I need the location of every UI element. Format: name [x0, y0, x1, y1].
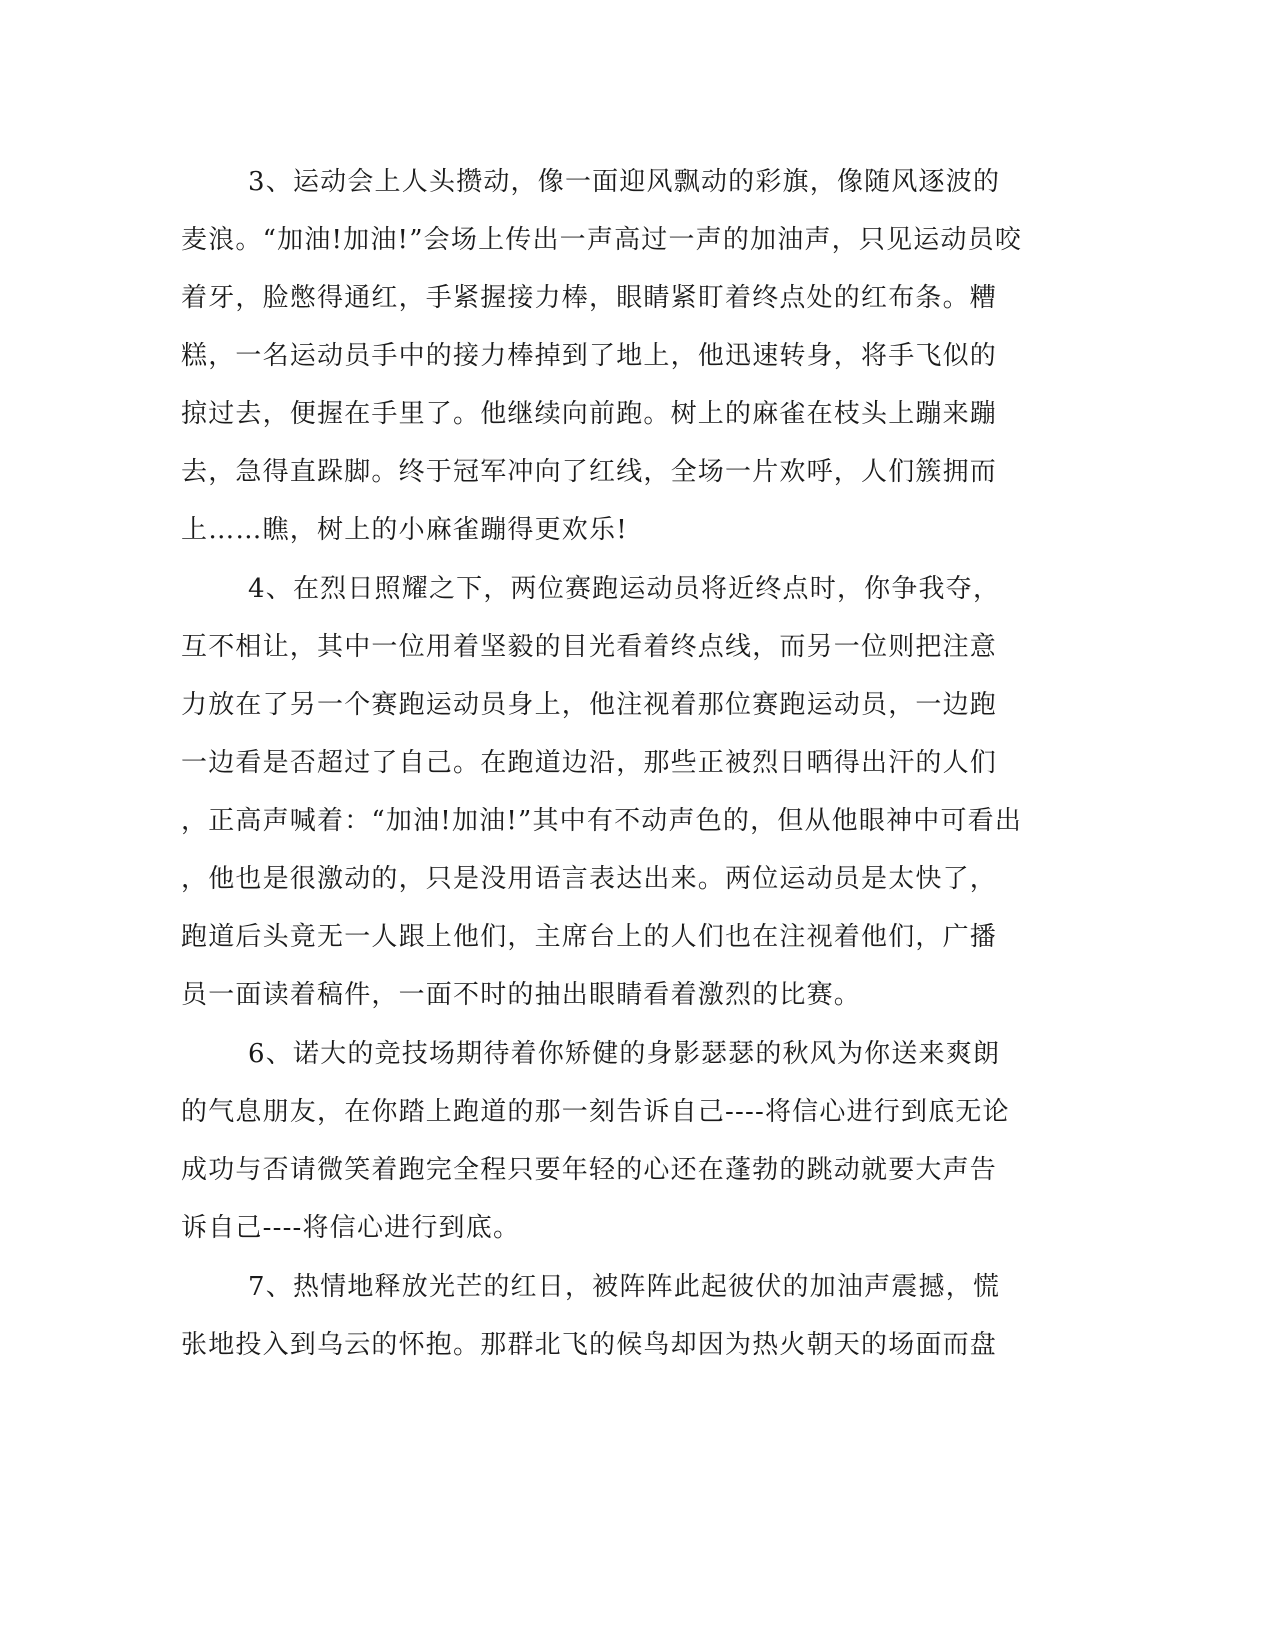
text-line: 力放在了另一个赛跑运动员身上，他注视着那位赛跑运动员，一边跑 — [181, 690, 998, 720]
text-line: 的气息朋友，在你踏上跑道的那一刻告诉自己----将信心进行到底无论 — [181, 1097, 1010, 1127]
text-line: 去，急得直跺脚。终于冠军冲向了红线，全场一片欢呼，人们簇拥而 — [181, 457, 998, 487]
text-line: 诉自己----将信心进行到底。 — [181, 1213, 521, 1243]
text-line: ，正高声喊着：“加油!加油!”其中有不动声色的，但从他眼神中可看出 — [181, 806, 1023, 836]
text-line: 4、在烈日照耀之下，两位赛跑运动员将近终点时，你争我夺， — [248, 574, 1001, 604]
text-line: 互不相让，其中一位用着坚毅的目光看着终点线，而另一位则把注意 — [181, 632, 998, 662]
text-line: 糕，一名运动员手中的接力棒掉到了地上，他迅速转身，将手飞似的 — [181, 341, 998, 371]
text-line: 掠过去，便握在手里了。他继续向前跑。树上的麻雀在枝头上蹦来蹦 — [181, 399, 998, 429]
text-line: 6、诺大的竞技场期待着你矫健的身影瑟瑟的秋风为你送来爽朗 — [248, 1039, 1001, 1069]
text-line: 张地投入到乌云的怀抱。那群北飞的候鸟却因为热火朝天的场面而盘 — [181, 1330, 998, 1360]
text-line: 着牙，脸憋得通红，手紧握接力棒，眼睛紧盯着终点处的红布条。糟 — [181, 283, 998, 313]
text-line: 一边看是否超过了自己。在跑道边沿，那些正被烈日晒得出汗的人们 — [181, 748, 998, 778]
text-line: 上……瞧，树上的小麻雀蹦得更欢乐! — [181, 515, 628, 545]
text-line: ，他也是很激动的，只是没用语言表达出来。两位运动员是太快了， — [181, 864, 998, 894]
text-line: 员一面读着稿件，一面不时的抽出眼睛看着激烈的比赛。 — [181, 980, 862, 1010]
text-line: 3、运动会上人头攒动，像一面迎风飘动的彩旗，像随风逐波的 — [248, 167, 1001, 197]
text-line: 跑道后头竟无一人跟上他们，主席台上的人们也在注视着他们，广播 — [181, 922, 998, 952]
text-line: 7、热情地释放光芒的红日，被阵阵此起彼伏的加油声震撼，慌 — [248, 1272, 1001, 1302]
text-line: 成功与否请微笑着跑完全程只要年轻的心还在蓬勃的跳动就要大声告 — [181, 1155, 998, 1185]
text-line: 麦浪。“加油!加油!”会场上传出一声高过一声的加油声，只见运动员咬 — [181, 225, 1023, 255]
